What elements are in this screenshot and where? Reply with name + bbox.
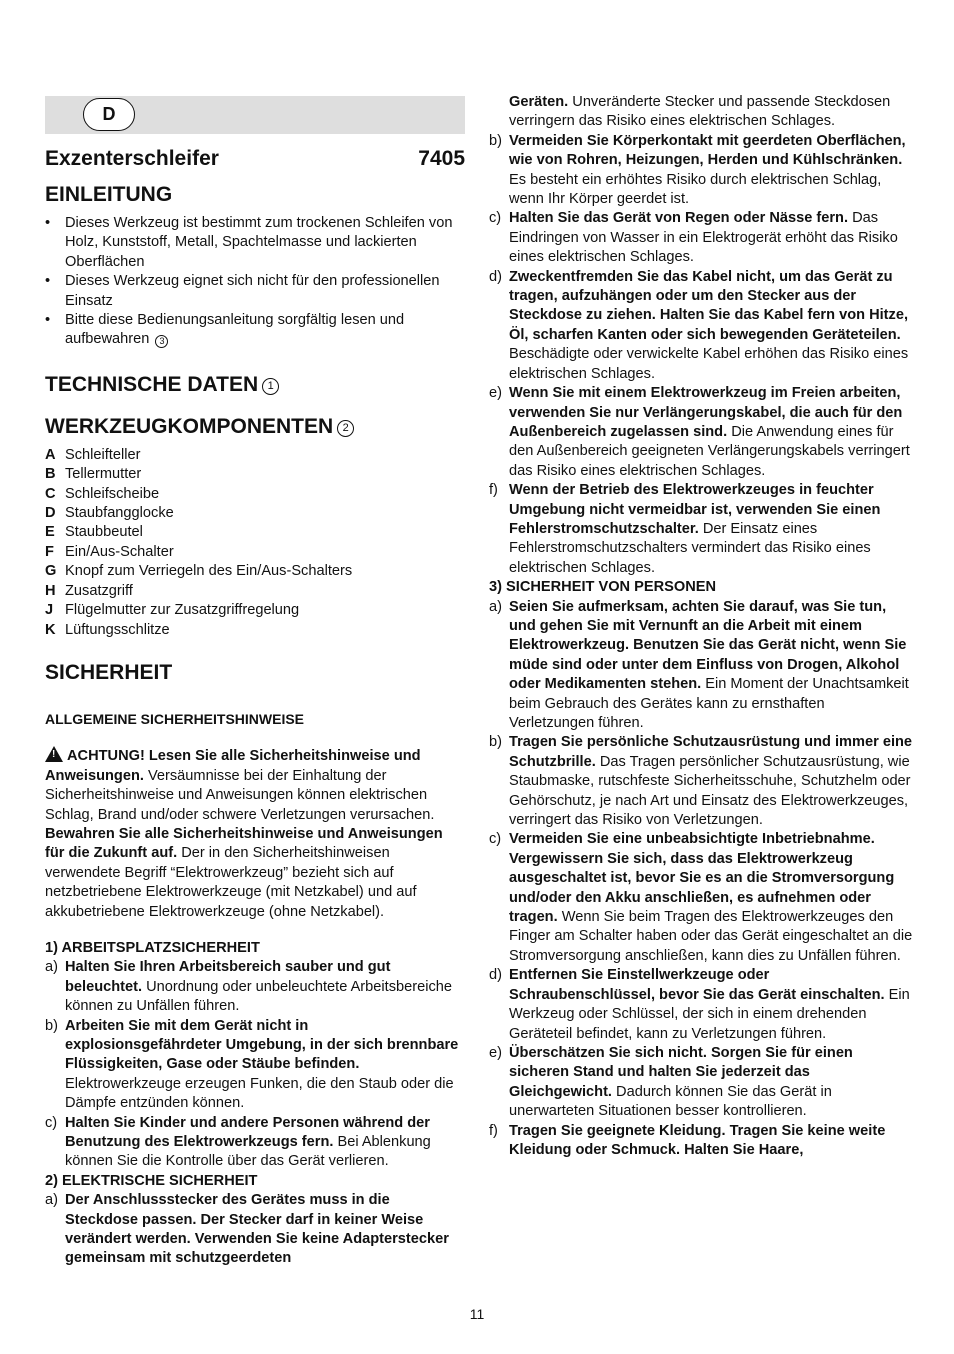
component-item: G Knopf zum Verriegeln des Ein/Aus-Schalters [45, 563, 353, 580]
section-title: 1) ARBEITSPLATZSICHERHEIT [45, 939, 260, 956]
component-item: F Ein/Aus-Schalter [45, 543, 174, 560]
list-item: a) Der Anschlussstecker des Gerätes muss in die Steckdose passen. Der Stecker darf in keiner Weise verändert werden. Verwenden Sie keine Adapterstecker gemeinsam mit schutzgeerdeten [45, 1192, 449, 1267]
list-item-continued: Geräten. Unveränderte Stecker und passende Steckdosen verringern das Risiko eines elektrischen Schlages. [509, 94, 891, 130]
bullet-item: • Dieses Werkzeug ist bestimmt zum trockenen Schleifen von Holz, Kunststoff, Metall, Spachtelmasse und lackierten Oberflächen [45, 214, 465, 272]
intro-list [45, 214, 465, 350]
list-item: b) Vermeiden Sie Körperkontakt mit geerdeten Oberflächen, wie von Rohren, Heizungen, Herden und Kühlschränken. Es besteht ein erhöhtes Risiko durch elektrischen Schlag, wenn Ihr Körper geerdet ist. [489, 132, 906, 208]
list-item: d) Entfernen Sie Einstellwerkzeuge oder Schraubenschlüssel, bevor Sie das Gerät einschalten. Ein Werkzeug oder Schlüssel, der sich in einem drehenden Geräteteil befindet, kann zu Verletzungen führen. [489, 967, 910, 1042]
warning-paragraph: ! ACHTUNG! Lesen Sie alle Sicherheitshinweise und Anweisungen. Versäumnisse bei der Einhaltung der Sicherheitshinweise und Anweisungen können elektrischen Schlag, Brand und/oder schwere Verletzungen verursachen. Bewahren Sie alle Sicherheitshinweise und Anweisungen für die Zukunft auf. Der in den Sicherheitshinweisen verwendete Begriff “Elektrowerkzeug” bezieht sich auf netzbetriebene Elektrowerkzeuge (mit Netzkabel) und auf akkubetriebene Elektrowerkzeuge (ohne Netzkabel). [45, 748, 443, 920]
ref-circle: 2 [337, 420, 354, 437]
product-number: 7405 [418, 147, 465, 170]
left-column [45, 96, 465, 1269]
components-heading: WERKZEUGKOMPONENTEN 2 [45, 414, 465, 440]
section-title: 2) ELEKTRISCHE SICHERHEIT [45, 1172, 258, 1189]
component-item: K Lüftungsschlitze [45, 621, 170, 638]
page-number: 11 [469, 1306, 485, 1322]
list-item: c) Halten Sie das Gerät von Regen oder Nässe fern. Das Eindringen von Wasser in ein Elektrogerät erhöht das Risiko eines elektrischen Schlages. [489, 210, 898, 266]
list-item: e) Überschätzen Sie sich nicht. Sorgen Sie für einen sicheren Stand und halten Sie jederzeit das Gleichgewicht. Dadurch können Sie das Gerät in unerwarteten Situationen besser kontrollieren. [489, 1044, 853, 1120]
section-2-list [489, 132, 913, 578]
product-name: Exzenterschleifer [45, 147, 219, 170]
section-3-list [489, 598, 913, 1161]
component-item: C Schleifscheibe [45, 485, 160, 502]
warning-icon: ! [45, 746, 63, 762]
right-column [489, 93, 913, 1160]
component-item: E Staubbeutel [45, 524, 143, 541]
component-item: H Zusatzgriff [45, 582, 133, 599]
list-item: f) Tragen Sie geeignete Kleidung. Tragen Sie keine weite Kleidung oder Schmuck. Halten Sie Haare, [489, 1122, 886, 1158]
components-list [45, 446, 465, 640]
section-1-list [45, 958, 465, 1171]
language-badge: D [83, 98, 135, 131]
safety-subheading: ALLGEMEINE SICHERHEITSHINWEISE [45, 710, 305, 727]
list-item: b) Arbeiten Sie mit dem Gerät nicht in explosionsgefährdeter Umgebung, in der sich brennbare Flüssigkeiten, Gase oder Stäube befinden. Elektrowerkzeuge erzeugen Funken, die den Staub oder die Dämpfe entzünden können. [45, 1017, 459, 1112]
list-item: a) Seien Sie aufmerksam, achten Sie darauf, was Sie tun, und gehen Sie mit Vernunft an die Arbeit mit einem Elektrowerkzeug. Benutzen Sie das Gerät nicht, wenn Sie müde sind oder unter dem Einfluss von Drogen, Alkohol oder Medikamenten stehen. Ein Moment der Unachtsamkeit beim Gebrauch des Gerätes kann zu ernsthaften Verletzungen führen. [489, 598, 909, 731]
list-item: a) Halten Sie Ihren Arbeitsbereich sauber und gut beleuchtet. Unordnung oder unbeleuchtete Arbeitsbereiche können zu Unfällen führen. [45, 959, 452, 1015]
tech-heading: TECHNISCHE DATEN 1 [45, 372, 465, 398]
list-item: d) Zweckentfremden Sie das Kabel nicht, um das Gerät zu tragen, aufzuhängen oder um den Stecker aus der Steckdose zu ziehen. Halten Sie das Kabel fern von Hitze, Öl, scharfen Kanten oder sich bewegenden Geräteteilen. Beschädigte oder verwickelte Kabel erhöhen das Risiko eines elektrischen Schlages. [489, 268, 909, 382]
product-title [45, 146, 465, 172]
bullet-item: • Bitte diese Bedienungsanleitung sorgfältig lesen und aufbewahren 3 [45, 311, 465, 350]
list-item: c) Vermeiden Sie eine unbeabsichtigte Inbetriebnahme. Vergewissern Sie sich, dass das Elektrowerkzeug ausgeschaltet ist, bevor Sie es an die Stromversorgung und/oder den Akku anschließen, es aufnehmen oder tragen. Wenn Sie beim Tragen des Elektrowerkzeuges den Finger am Schalter haben oder das Gerät eingeschaltet an die Stromversorgung anschließen, kann dies zu Unfällen führen. [489, 831, 913, 964]
component-item: J Flügelmutter zur Zusatzgriffregelung [45, 602, 300, 619]
list-item: c) Halten Sie Kinder und andere Personen während der Benutzung des Elektrowerkzeugs fern. Bei Ablenkung können Sie die Kontrolle über das Gerät verlieren. [45, 1114, 431, 1170]
section-title: 3) SICHERHEIT VON PERSONEN [489, 579, 717, 596]
component-item: A Schleifteller [45, 446, 141, 463]
intro-heading: EINLEITUNG [45, 183, 173, 206]
language-bar [45, 96, 465, 134]
bullet-item: • Dieses Werkzeug eignet sich nicht für den professionellen Einsatz [45, 272, 465, 311]
list-item: b) Tragen Sie persönliche Schutzausrüstung und immer eine Schutzbrille. Das Tragen persönlicher Schutzausrüstung, wie Staubmaske, rutschfeste Sicherheitsschuhe, Schutzhelm oder Gehörschutz, je nach Art und Einsatz des Elektrowerkzeuges, verringert das Risiko von Verletzungen. [489, 734, 913, 829]
component-item: B Tellermutter [45, 466, 142, 483]
safety-heading: SICHERHEIT [45, 660, 173, 684]
component-item: D Staubfangglocke [45, 505, 174, 522]
ref-circle: 1 [262, 378, 279, 395]
list-item: e) Wenn Sie mit einem Elektrowerkzeug im Freien arbeiten, verwenden Sie nur Verlängerungskabel, die auch für den Außenbereich zugelassen sind. Die Anwendung eines für den Außenbereich geeigneten Verlängerungskabels verringert das Risiko eines elektrischen Schlages. [489, 385, 910, 479]
ref-circle: 3 [155, 335, 168, 348]
list-item: f) Wenn der Betrieb des Elektrowerkzeuges in feuchter Umgebung nicht vermeidbar ist, verwenden Sie einen Fehlerstromschutzschalter. Der Einsatz eines Fehlerstromschutzschalters vermindert das Risiko eines elektrischen Schlages. [489, 482, 881, 576]
